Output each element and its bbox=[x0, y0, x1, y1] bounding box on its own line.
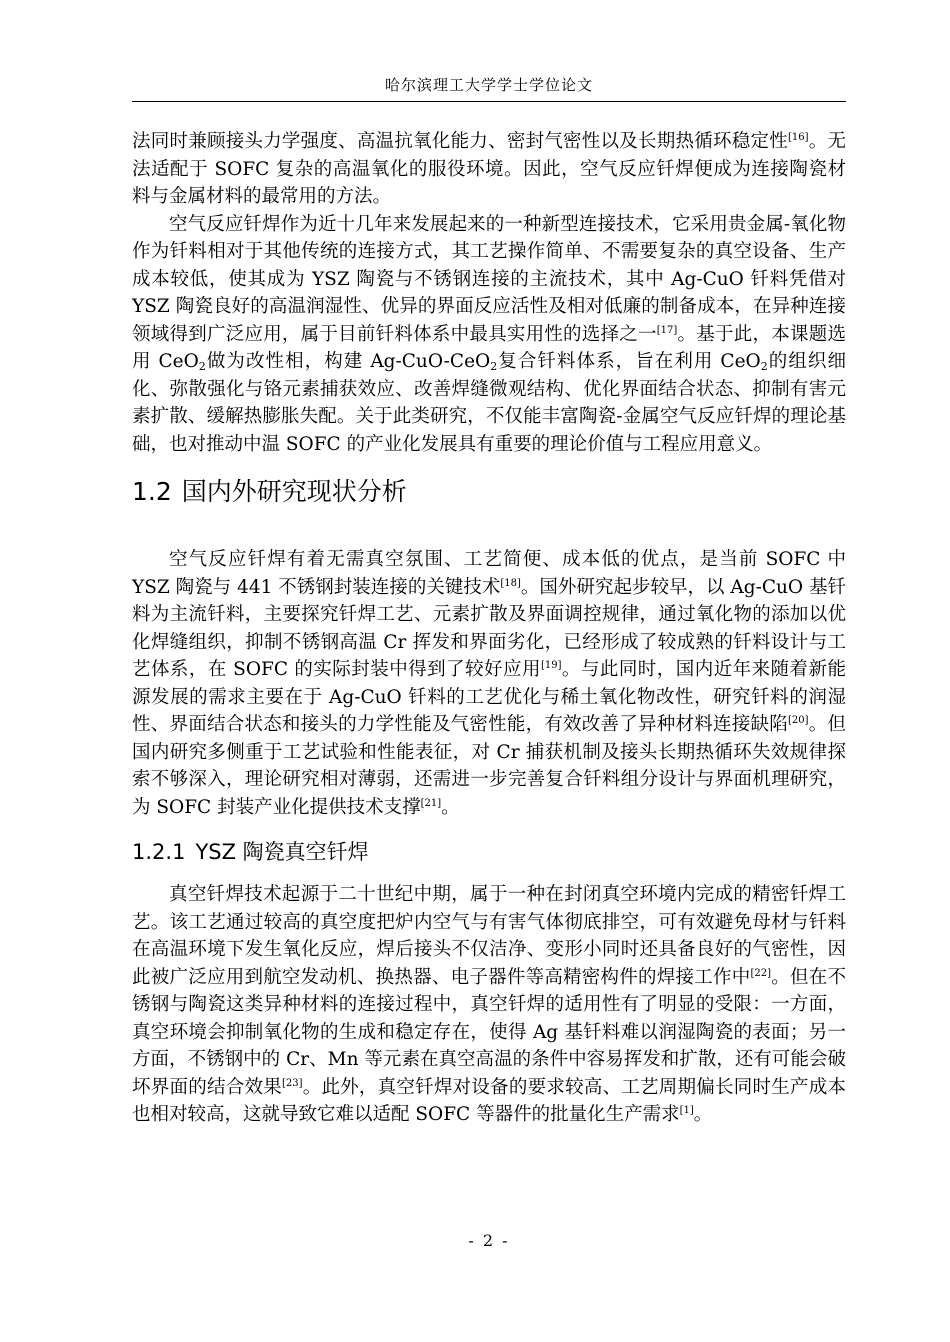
page-body bbox=[132, 128, 846, 1129]
subscript: 2 bbox=[760, 360, 768, 373]
citation[interactable]: [1] bbox=[679, 1105, 694, 1116]
subsection-title: YSZ 陶瓷真空钎焊 bbox=[195, 840, 369, 864]
subsection-heading-1-2-1 bbox=[132, 837, 846, 867]
paragraph-3: 空气反应钎焊有着无需真空氛围、工艺简便、成本低的优点，是当前 SOFC 中 YSZ 陶瓷与 441 不锈钢封装连接的关键技术[18]。国外研究起步较早，以 Ag-CuO 基钎料为主流钎料，主要探究钎焊工艺、元素扩散及界面调控规律，通过氧化物的添加以优化焊缝组织，抑制不锈钢高温 Cr 挥发和界面劣化，已经形成了较成熟的钎料设计与工艺体系，在 SOFC 的实际封装中得到了较好应用[19]。与此同时，国内近年来随着新能源发展的需求主要在于 Ag-CuO 钎料的工艺优化与稀土氧化物改性，研究钎料的润湿性、界面结合状态和接头的力学性能及气密性能，有效改善了异种材料连接缺陷[20]。但国内研究多侧重于工艺试验和性能表征，对 Cr 捕获机制及接头长期热循环失效规律探索不够深入，理论研究相对薄弱，还需进一步完善复合钎料组分设计与界面机理研究，为 SOFC 封装产业化提供技术支撑[21]。 bbox=[132, 549, 847, 818]
paragraph-2: 空气反应钎焊作为近十几年来发展起来的一种新型连接技术，它采用贵金属-氧化物作为钎料相对于其他传统的连接方式，其工艺操作简单、不需要复杂的真空设备、生产成本较低，使其成为 YSZ 陶瓷与不锈钢连接的主流技术，其中 Ag-CuO 钎料凭借对 YSZ 陶瓷良好的高温润湿性、优异的界面反应活性及相对低廉的制备成本，在异种连接领域得到广泛应用，属于目前钎料体系中最具实用性的选择之一[17]。基于此，本课题选用 CeO$_2$做为改性相，构建 Ag-CuO-CeO$_2$复合钎料体系，旨在利用 CeO$_2$的组织细化、弥散强化与铬元素捕获效应、改善焊缝微观结构、优化界面结合状态、抑制有害元素扩散、缓解热膨胀失配。关于此类研究，不仅能丰富陶瓷-金属空气反应钎焊的理论基础，也对推动中温 SOFC 的产业化发展具有重要的理论价值与工程应用意义。 bbox=[132, 213, 846, 455]
citation[interactable]: [18] bbox=[500, 577, 521, 589]
citation[interactable]: [19] bbox=[540, 660, 562, 671]
citation[interactable]: [17] bbox=[656, 324, 678, 336]
subscript: 2 bbox=[198, 360, 206, 373]
page-header: 哈尔滨理工大学学士学位论文 bbox=[384, 76, 593, 94]
page-number: - 2 - bbox=[468, 1231, 510, 1250]
citation[interactable]: [21] bbox=[420, 797, 442, 809]
citation[interactable]: [23] bbox=[281, 1077, 303, 1089]
citation[interactable]: [20] bbox=[787, 715, 809, 726]
citation[interactable]: [16] bbox=[787, 132, 809, 143]
paragraph-4: 真空钎焊技术起源于二十世纪中期，属于一种在封闭真空环境内完成的精密钎焊工艺。该工艺通过较高的真空度把炉内空气与有害气体彻底排空，可有效避免母材与钎料在高温环境下发生氧化反应，焊后接头不仅洁净、变形小同时还具备良好的气密性，因此被广泛应用到航空发动机、换热器、电子器件等高精密构件的焊接工作中[22]。但在不锈钢与陶瓷这类异种材料的连接过程中，真空钎焊的适用性有了明显的受限：一方面，真空环境会抑制氧化物的生成和稳定存在，使得 Ag 基钎料难以润湿陶瓷的表面；另一方面，不锈钢中的 Cr、Mn 等元素在真空高温的条件中容易挥发和扩散，还有可能会破坏界面的结合效果[23]。此外，真空钎焊对设备的要求较高、工艺周期偏长同时生产成本也相对较高，这就导致它难以适配 SOFC 等器件的批量化生产需求[1]。 bbox=[132, 884, 846, 1125]
subsection-number: 1.2.1 bbox=[132, 840, 186, 864]
section-number: 1.2 bbox=[132, 477, 172, 506]
citation[interactable]: [22] bbox=[750, 967, 772, 979]
paragraph-1: 法同时兼顾接头力学强度、高温抗氧化能力、密封气密性以及长期热循环稳定性[16]。无法适配于 SOFC 复杂的高温氧化的服役环境。因此，空气反应钎焊便成为连接陶瓷材料与金属材料的最常用的方法。 bbox=[132, 131, 846, 207]
section-title: 国内外研究现状分析 bbox=[181, 477, 407, 506]
section-heading-1-2 bbox=[132, 474, 846, 510]
subscript: 2 bbox=[490, 360, 498, 373]
header-rule bbox=[132, 101, 846, 102]
